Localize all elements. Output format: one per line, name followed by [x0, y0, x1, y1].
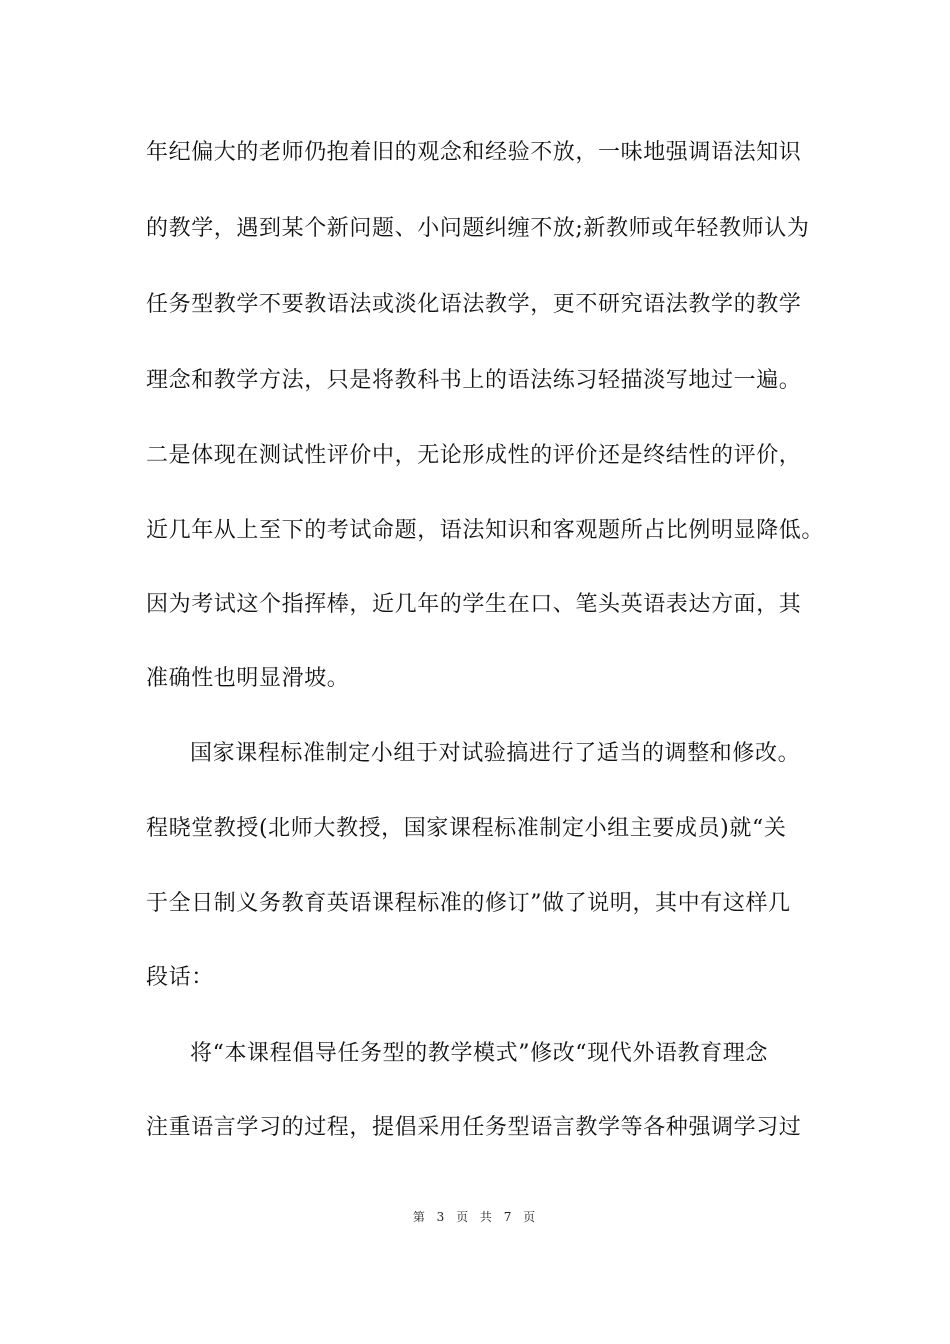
text-line: 理念和教学方法，只是将教科书上的语法练习轻描淡写地过一遍。 [146, 368, 802, 393]
text-line: 的教学，遇到某个新问题、小问题纠缠不放;新教师或年轻教师认为 [146, 216, 810, 241]
text-line: 段话： [146, 965, 214, 990]
text-line: 于全日制义务教育英语课程标准的修订”做了说明，其中有这样几 [146, 891, 791, 916]
text-line: 因为考试这个指挥棒，近几年的学生在口、笔头英语表达方面，其 [146, 592, 802, 617]
page-number-label: 第 3 页 共 7 页 [412, 1210, 538, 1224]
text-line: 任务型教学不要教语法或淡化语法教学，更不研究语法教学的教学 [146, 292, 802, 317]
page-footer [0, 1208, 950, 1225]
text-line: 二是体现在测试性评价中，无论形成性的评价还是终结性的评价， [146, 443, 802, 468]
paragraph-first-line: 国家课程标准制定小组于对试验搞进行了适当的调整和修改。 [190, 741, 801, 766]
paragraph-first-line: 将“本课程倡导任务型的教学模式”修改“现代外语教育理念 [190, 1041, 768, 1066]
text-line: 年纪偏大的老师仍抱着旧的观念和经验不放，一味地强调语法知识 [146, 140, 802, 165]
text-line: 注重语言学习的过程，提倡采用任务型语言教学等各种强调学习过 [146, 1115, 802, 1140]
text-line: 准确性也明显滑坡。 [146, 666, 350, 691]
text-line: 程晓堂教授(北师大教授，国家课程标准制定小组主要成员)就“关 [146, 816, 787, 841]
text-line: 近几年从上至下的考试命题，语法知识和客观题所占比例明显降低。 [146, 518, 825, 543]
